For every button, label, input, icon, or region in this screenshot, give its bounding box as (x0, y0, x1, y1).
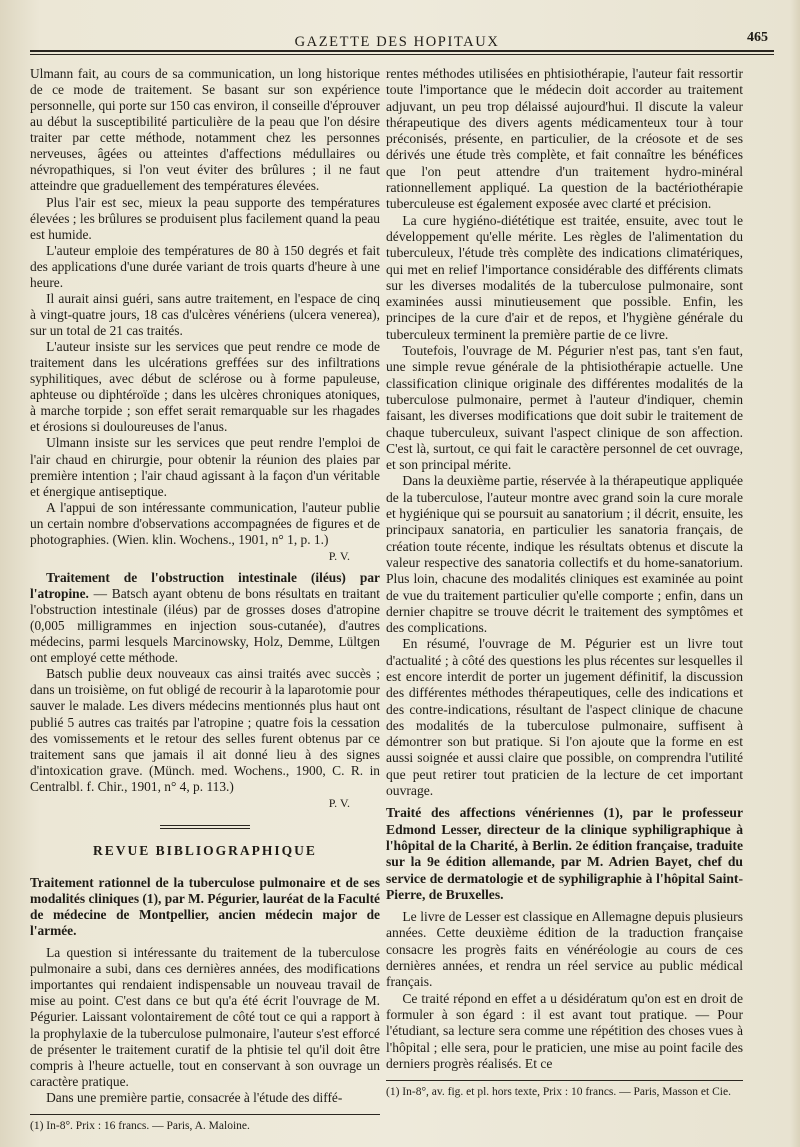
paragraph: Toutefois, l'ouvrage de M. Pégurier n'est pas, tant s'en faut, une simple revue générale de la phtisiothérapie actuelle. Une classification clinique originale des différentes modalités de la tuberculose pulmonaire, permet à l'auteur d'indiquer, chemin faisant, les diverses modifications que doit subir le traitement de chaque tuberculeux, suivant l'aspect clinique de son affection. C'est là, surtout, ce qui fait le caractère personnel de cet ouvrage, et son principal mérite. (386, 343, 743, 473)
paragraph: Il aurait ainsi guéri, sans autre traitement, en l'espace de cinq à vingt-quatre jours, 18 cas d'ulcères vénériens (ulcera venerea), sur un total de 21 cas traités. (30, 290, 380, 338)
section-title: REVUE BIBLIOGRAPHIQUE (93, 842, 317, 858)
paragraph: rentes méthodes utilisées en phtisiothérapie, l'auteur fait ressortir toute l'importance que le médecin doit accorder au traitement adjuvant, un peu trop délaissé aujourd'hui. Il discute la valeur thérapeutique des divers agents médicamenteux tour à tour préconisés, présente, en particulier, de la créosote et de ses dérivés une étude très complète, et fait connaître les bénéfices que l'on peut attendre d'un traitement hydro-minéral rationnellement appliqué. La question de la bactériothérapie tuberculeuse est également exposée avec clarté et précision. (386, 66, 743, 212)
paragraph: Batsch publie deux nouveaux cas ainsi traités avec succès ; dans un troisième, on fut obligé de recourir à la laparotomie pour sauver le malade. Les divers médecins mentionnés plus haut ont publié 5 autres cas traités par l'atropine ; quatre fois la cessation des vomissements et le retour des selles furent obtenus par ce traitement sans que jamais il ait donné lieu à des signes d'intoxication grave. (Münch. med. Wochens., 1900, C. R. in Centralbl. f. Chir., 1901, n° 4, p. 113.) (30, 666, 380, 794)
header-rule (30, 50, 774, 55)
ornament-divider (160, 825, 250, 829)
journal-title: GAZETTE DES HOPITAUX (294, 34, 500, 50)
left-column (30, 66, 380, 1133)
right-column (386, 66, 743, 1099)
book-heading: Traité des affections vénériennes (1), par le professeur Edmond Lesser, directeur de la clinique syphiligraphique à l'hôpital de la Charité, à Berlin. 2e édition française, traduite sur la 9e édition allemande, par M. Adrien Bayet, chef du service de dermatologie et de syphiligraphie à l'hôpital Saint-Pierre, de Bruxelles. (386, 805, 743, 902)
paragraph: La question si intéressante du traitement de la tuberculose pulmonaire a subi, dans ces dernières années, des modifications importantes qui rendaient indispensable un nouveau travail de mise au point. C'est dans ce but qu'a été écrit l'ouvrage de M. Pégurier. Laissant volontairement de côté tout ce qui a rapport à la prophylaxie de la tuberculose pulmonaire, l'auteur s'est efforcé de présenter le traitement curatif de la phtisie tel qu'il doit être compris à l'heure actuelle, tout en conservant à son ouvrage un caractère pratique. (30, 945, 380, 1089)
paragraph: En résumé, l'ouvrage de M. Pégurier est un livre tout d'actualité ; à côté des questions les plus récentes sur lesquelles il est encore interdit de porter un jugement définitif, la discussion des différentes méthodes thérapeutiques, celle des indications et des contre-indications, résultant de l'aspect clinique de chacune des modalités de la tuberculose pulmonaire, suffisent à démontrer son but pratique. Si l'on ajoute que la forme en est aussi soignée et aussi claire que possible, on comprendra l'utilité que peut retirer tout praticien de la lecture de cet important ouvrage. (386, 636, 743, 799)
page-number: 465 (747, 30, 768, 45)
book-heading: Traitement rationnel de la tuberculose pulmonaire et de ses modalités cliniques (1), par M. Pégurier, lauréat de la Faculté de médecine de Montpellier, ancien médecin major de l'armée. (30, 874, 380, 939)
paragraph: Dans une première partie, consacrée à l'étude des diffé- (46, 1089, 343, 1105)
footnote: (1) In-8°. Prix : 16 francs. — Paris, A. Maloine. (30, 1119, 250, 1132)
paragraph: Ulmann fait, au cours de sa communication, un long historique de ce mode de traitement. Se basant sur son expérience personnelle, qui porte sur 150 cas environ, il conseille d'éprouver au début la susceptibilité particulière de la peau que l'on désire traiter par cette méthode, notamment chez les personnes nerveuses, âgées ou atteintes d'affections médullaires ou névropathiques, si l'on veut éviter des brûlures ; il ne faut atteindre que graduellement des températures élevées. (30, 66, 380, 194)
paragraph: Ce traité répond en effet a u désidératum qu'on est en droit de formuler à son égard : il est avant tout pratique. — Pour l'étudiant, sa lecture sera comme une répétition des choses vues à l'hôpital ; elle sera, pour le praticien, une mise au point facile des derniers progrès réalisés. Et ce (386, 990, 743, 1071)
author-initials: P. V. (328, 795, 350, 810)
paragraph: A l'appui de son intéressante communication, l'auteur publie un certain nombre d'observations accompagnées de figures et de photographies. (Wien. klin. Wochens., 1901, n° 1, p. 1.) (30, 499, 380, 547)
paragraph: Plus l'air est sec, mieux la peau supporte des températures élevées ; les brûlures se produisent plus facilement quand la peau est humide. (30, 194, 380, 242)
paragraph: Le livre de Lesser est classique en Allemagne depuis plusieurs années. Cette deuxième édition de la traduction française consacre les progrès faits en vénéréologie au cours de ces dernières années, et rendra un réel service au public médical français. (386, 909, 743, 990)
paragraph: Ulmann insiste sur les services que peut rendre l'emploi de l'air chaud en chirurgie, pour obtenir la réunion des plaies par première intention ; l'air chaud agissant à la façon d'un véritable et énergique antiseptique. (30, 435, 380, 499)
footnote-rule (30, 1114, 380, 1115)
article-heading: Traitement de l'obstruction intestinale (iléus) par l'atropine. (30, 569, 380, 601)
footnote-rule (386, 1080, 743, 1081)
paragraph: L'auteur insiste sur les services que peut rendre ce mode de traitement dans les ulcérations greffées sur des infiltrations syphilitiques, avec début de sclérose ou à forme papuleuse, aphteuse ou diphtéroïde ; dans les ulcères chroniques atoniques, à marche torpide ; son effet serait remarquable sur les rhagades et érosions si douloureuses de l'anus. (30, 339, 380, 435)
paragraph: L'auteur emploie des températures de 80 à 150 degrés et fait des applications d'une durée variant de trois quarts d'heure à une heure. (30, 242, 380, 290)
paragraph: La cure hygiéno-diététique est traitée, ensuite, avec tout le développement qu'elle mérite. Les règles de l'alimentation du tuberculeux, l'étude très complète des indications climatériques, qui met en relief l'importance considérable des différents climats sur les diverses modalités de la tuberculose pulmonaire, sont examinées aussi minutieusement que possible. Enfin, les principes de la cure d'air et de repos, et l'hygiène générale du tuberculeux terminent la première partie de ce livre. (386, 212, 743, 342)
footnote: (1) In-8°, av. fig. et pl. hors texte, Prix : 10 francs. — Paris, Masson et Cie. (386, 1086, 731, 1099)
paragraph: Dans la deuxième partie, réservée à la thérapeutique appliquée de la tuberculose, l'auteur montre avec grand soin la cure morale et hygiénique qui se poursuit au sanatorium ; il décrit, ensuite, les principaux sanatoria, en particulier les sanatoria français, de création toute récente, indique les résultats obtenus et discute la valeur respective des sanatoria collectifs et du home-sanatorium. Plus loin, chacune des modalités cliniques est examinée au point de vue du traitement particulier qu'elle comporte ; enfin, dans un dernier chapitre se trouve décrit le traitement des symptômes et des complications. (386, 473, 743, 636)
paragraph: — Batsch ayant obtenu de bons résultats en traitant l'obstruction intestinale (iléus) par de grosses doses d'atropine (0,005 milligrammes en injection sous-cutanée), d'autres médecins, parmi lesquels Marcinowsky, Holz, Demme, Lültgen ont employé cette méthode. (30, 586, 380, 666)
author-initials: P. V. (328, 548, 350, 563)
